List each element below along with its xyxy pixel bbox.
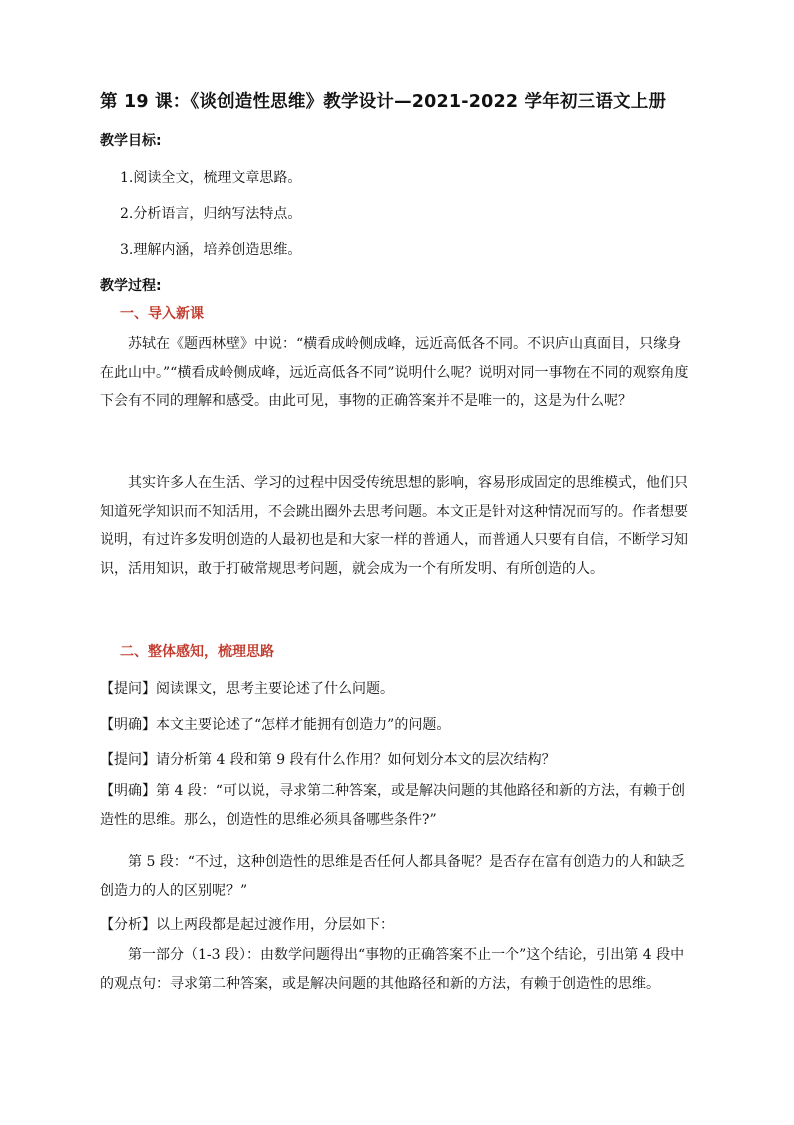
answer-label: 【明确】 <box>100 783 156 799</box>
question-label: 【提问】 <box>100 752 156 768</box>
analysis-label: 【分析】 <box>100 917 156 933</box>
question-1 <box>100 678 394 698</box>
page-title: 第 19 课：《谈创造性思维》教学设计—2021-2022 学年初三语文上册 <box>100 92 667 112</box>
answer-text: 第 4 段：“可以说，寻求第二种答案，或是解决问题的其他路径和新的方法，有赖于创造性的思维。那么，创造性的思维必须具备哪些条件?” <box>100 783 685 828</box>
question-label: 【提问】 <box>100 681 156 697</box>
analysis-text: 以上两段都是起过渡作用，分层如下： <box>156 917 394 933</box>
answer-1 <box>100 714 450 734</box>
paragraph-5-quote: 第 5 段：“不过，这种创造性的思维是否任何人都具备呢？是否存在富有创造力的人和缺乏创造力的人的区别呢？” <box>100 854 685 899</box>
question-text: 请分析第 4 段和第 9 段有什么作用？如何划分本文的层次结构？ <box>156 752 556 768</box>
answer-label: 【明确】 <box>100 717 156 733</box>
goal-item-3: 3.理解内涵，培养创造思维。 <box>120 242 302 258</box>
analysis <box>100 914 394 934</box>
process-heading: 教学过程: <box>100 278 162 294</box>
intro-paragraph-2: 其实许多人在生活、学习的过程中因受传统思想的影响，容易形成固定的思维模式，他们只知道死学知识而不知活用，不会跳出圈外去思考问题。本文正是针对这种情况而写的。作者想要说明，有过许多发明创造的人最初也是和大家一样的普通人，而普通人只要有自信，不断学习知识，活用知识，敢于打破常规思考问题，就会成为一个有所发明、有所创造的人。 <box>100 475 688 577</box>
answer-2 <box>100 777 692 834</box>
part-1-paragraph: 第一部分（1-3 段）：由数学问题得出“事物的正确答案不止一个”这个结论，引出第 4 段中的观点句：寻求第二种答案，或是解决问题的其他路径和新的方法，有赖于创造性的思维。 <box>100 947 685 992</box>
goal-item-1: 1.阅读全文，梳理文章思路。 <box>120 170 302 186</box>
section-heading-intro: 一、导入新课 <box>120 306 204 322</box>
section-heading-overview: 二、整体感知，梳理思路 <box>120 644 274 660</box>
answer-text: 本文主要论述了“怎样才能拥有创造力”的问题。 <box>156 717 451 733</box>
question-text: 阅读课文，思考主要论述了什么问题。 <box>156 681 394 697</box>
goal-item-2: 2.分析语言，归纳写法特点。 <box>120 206 302 222</box>
question-2 <box>100 749 556 769</box>
intro-paragraph-1: 苏轼在《题西林壁》中说：“横看成岭侧成峰，远近高低各不同。不识庐山真面目，只缘身在此山中。”“横看成岭侧成峰，远近高低各不同”说明什么呢？说明对同一事物在不同的观察角度下会有不同的理解和感受。由此可见，事物的正确答案并不是唯一的，这是为什么呢？ <box>100 336 689 409</box>
goals-heading: 教学目标: <box>100 133 162 149</box>
